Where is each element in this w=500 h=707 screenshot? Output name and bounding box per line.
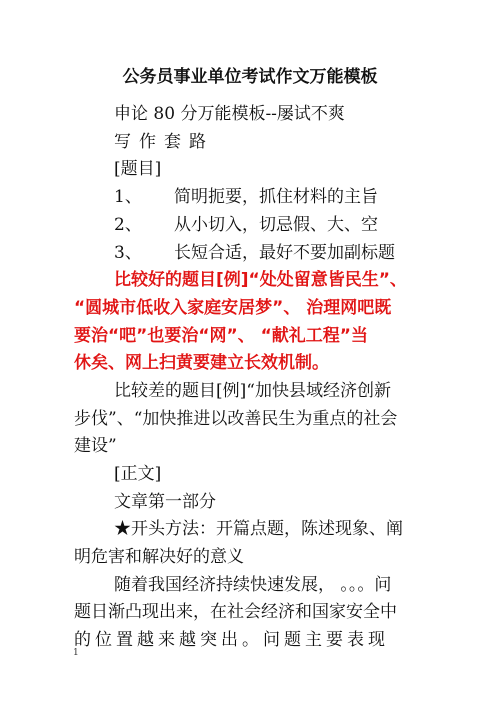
list-item	[114, 242, 395, 264]
list-text: 简明扼要，抓住材料的主旨	[174, 187, 378, 207]
section-label: [正文]	[114, 464, 162, 484]
list-item	[114, 186, 378, 208]
body-line: 题日渐凸现出来，在社会经济和国家安全中	[74, 602, 397, 622]
list-number: 3、	[114, 243, 142, 263]
body-line: 比较差的题目[例]“加快县域经济创新	[114, 381, 391, 401]
body-line: 随着我国经济持续快速发展， 。。。问	[114, 575, 392, 595]
highlight-line: “圆城市低收入家庭安居梦”、 治理网吧既	[74, 298, 392, 318]
list-number: 1、	[114, 187, 142, 207]
body-line: 建设”	[74, 436, 117, 456]
list-number: 2、	[114, 215, 142, 235]
list-text: 从小切入，切忌假、大、空	[174, 215, 378, 235]
highlight-line: 比较好的题目[例]“处处留意皆民生”、	[114, 270, 407, 290]
highlight-line: 要治“吧”也要治“网”、 “献礼工程”当	[74, 326, 368, 346]
document-title: 公务员事业单位考试作文万能模板	[122, 67, 378, 87]
body-line: 明危害和解决好的意义	[74, 547, 244, 567]
body-line: 的位置越来越突出。问题主要表现	[74, 630, 389, 650]
page-number: 1	[73, 648, 79, 658]
body-line: 文章第一部分	[114, 492, 216, 512]
subtitle-line: 申论 80 分万能模板--屡试不爽	[114, 104, 345, 124]
section-label: [题目]	[114, 159, 162, 179]
body-line: ★开头方法：开篇点题，陈述现象、阐	[114, 519, 403, 539]
list-item	[114, 214, 378, 236]
body-line: 步伐”、“加快推进以改善民生为重点的社会	[74, 409, 398, 429]
list-text: 长短合适，最好不要加副标题	[174, 243, 395, 263]
section-heading: 写作套路	[114, 132, 214, 152]
highlight-line: 休矣、网上扫黄要建立长效机制。	[74, 353, 329, 373]
